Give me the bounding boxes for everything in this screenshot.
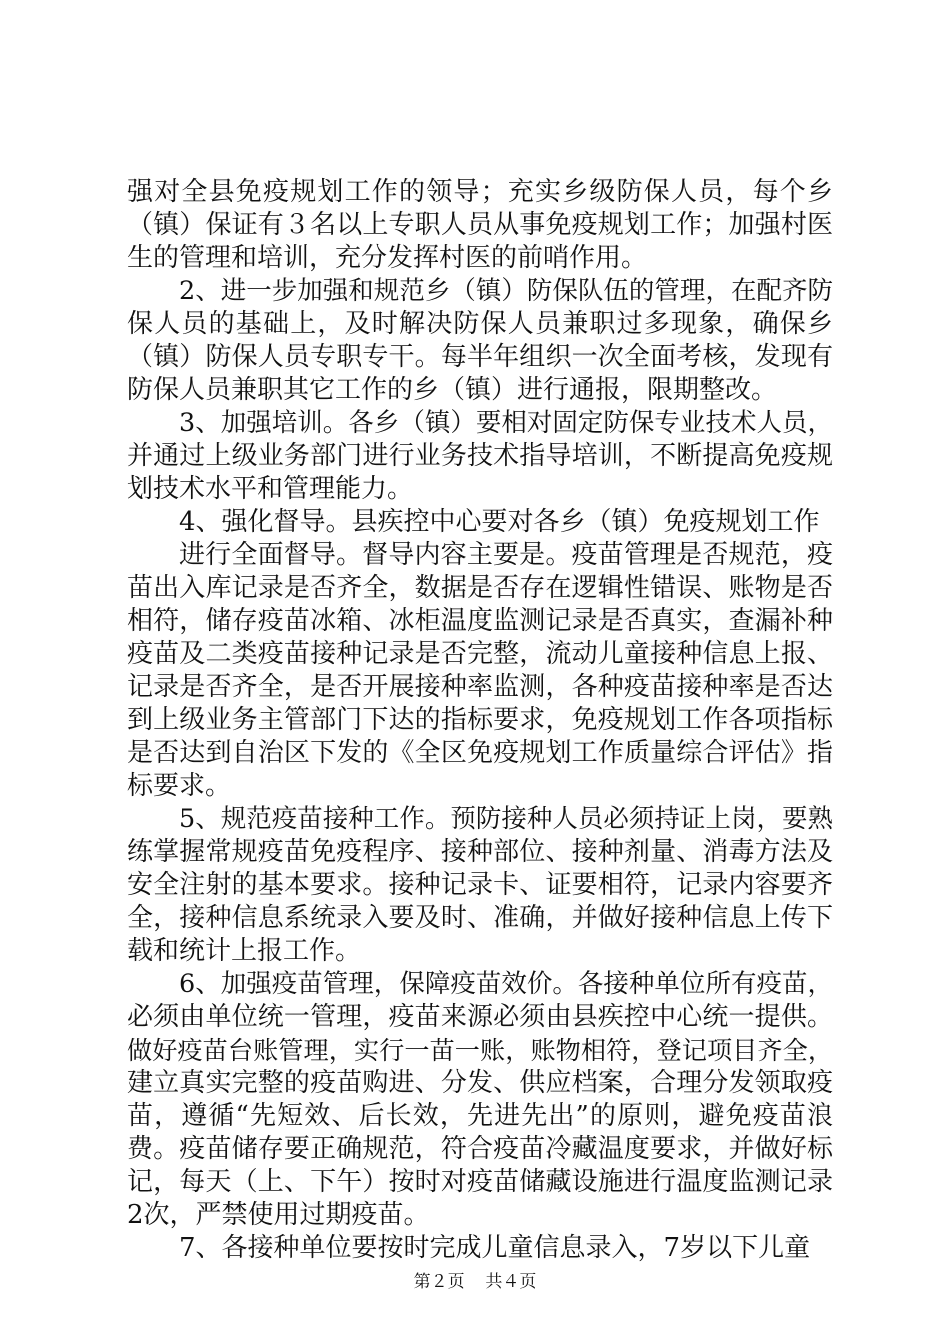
text-line: 进行全面督导。督导内容主要是。疫苗管理是否规范，疫 (179, 540, 833, 570)
text-line: 2、进一步加强和规范乡（镇）防保队伍的管理，在配齐防 (179, 276, 833, 306)
text-line: 2次，严禁使用过期疫苗。 (127, 1200, 430, 1230)
text-line: 必须由单位统一管理，疫苗来源必须由县疾控中心统一提供。 (127, 1002, 833, 1032)
text-line: 建立真实完整的疫苗购进、分发、供应档案，合理分发领取疫 (127, 1068, 833, 1098)
text-line: 到上级业务主管部门下达的指标要求，免疫规划工作各项指标 (127, 705, 833, 735)
text-line: 记，每天（上、下午）按时对疫苗储藏设施进行温度监测记录 (127, 1167, 833, 1197)
text-line: 防保人员兼职其它工作的乡（镇）进行通报，限期整改。 (127, 375, 778, 405)
text-line: 生的管理和培训，充分发挥村医的前哨作用。 (127, 243, 648, 273)
text-line: 记录是否齐全，是否开展接种率监测，各种疫苗接种率是否达 (127, 672, 833, 702)
text-line: 强对全县免疫规划工作的领导；充实乡级防保人员，每个乡 (127, 177, 833, 207)
text-line: 费。疫苗储存要正确规范，符合疫苗冷藏温度要求，并做好标 (127, 1134, 833, 1164)
text-line: 载和统计上报工作。 (127, 936, 362, 966)
text-line: 并通过上级业务部门进行业务技术指导培训，不断提高免疫规 (127, 441, 833, 471)
text-line: 5、规范疫苗接种工作。预防接种人员必须持证上岗，要熟 (179, 804, 833, 834)
text-line: 6、加强疫苗管理，保障疫苗效价。各接种单位所有疫苗， (179, 969, 833, 999)
text-line: 标要求。 (127, 771, 232, 801)
text-line: （镇）防保人员专职专干。每半年组织一次全面考核，发现有 (127, 342, 833, 372)
page-total: 共４页 (485, 1272, 537, 1292)
text-line: 是否达到自治区下发的《全区免疫规划工作质量综合评估》指 (127, 738, 833, 768)
text-line: 疫苗及二类疫苗接种记录是否完整，流动儿童接种信息上报、 (127, 639, 833, 669)
text-line: 做好疫苗台账管理，实行一苗一账，账物相符，登记项目齐全， (127, 1036, 833, 1065)
text-line: 划技术水平和管理能力。 (127, 474, 414, 504)
text-line: 安全注射的基本要求。接种记录卡、证要相符，记录内容要齐 (127, 870, 833, 900)
text-line: 苗出入库记录是否齐全，数据是否存在逻辑性错误、账物是否 (127, 573, 833, 603)
text-line: 3、加强培训。各乡（镇）要相对固定防保专业技术人员， (179, 408, 833, 438)
page-footer (0, 1271, 950, 1293)
text-line: 4、强化督导。县疾控中心要对各乡（镇）免疫规划工作 (179, 507, 820, 537)
text-line: （镇）保证有３名以上专职人员从事免疫规划工作；加强村医 (127, 210, 833, 240)
text-line: 7、各接种单位要按时完成儿童信息录入，7岁以下儿童 (179, 1233, 811, 1263)
text-line: 相符，储存疫苗冰箱、冰柜温度监测记录是否真实，查漏补种 (127, 606, 833, 636)
page-number: 第２页 (413, 1272, 465, 1292)
text-line: 苗，遵循“先短效、后长效，先进先出”的原则，避免疫苗浪 (127, 1101, 833, 1131)
document-body (127, 176, 833, 1265)
text-line: 练掌握常规疫苗免疫程序、接种部位、接种剂量、消毒方法及 (127, 837, 833, 867)
text-line: 保人员的基础上，及时解决防保人员兼职过多现象，确保乡 (127, 309, 833, 339)
text-line: 全，接种信息系统录入要及时、准确，并做好接种信息上传下 (127, 903, 833, 933)
